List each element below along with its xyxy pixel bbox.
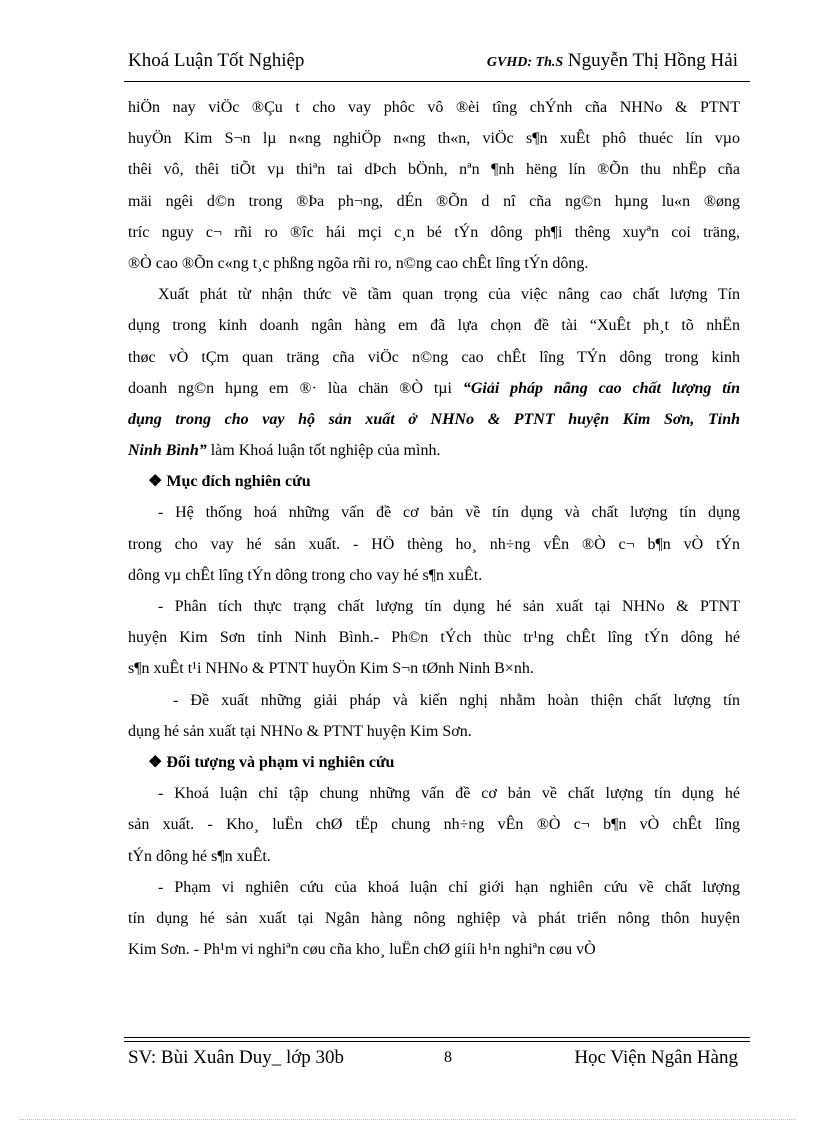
- text-line: ®Ò cao ®Õn c«ng t¸c phßng ngõa rñi ro, n©ng cao chÊt lîng tÝn dông.: [128, 254, 589, 272]
- text-line: - Khoá luận chỉ tập chung những vấn đề cơ bản về chất lượng tín dụng hé: [158, 785, 740, 803]
- text-line: - Phân tích thực trạng chất lượng tín dụng hé sản xuất tại NHNo & PTNT: [158, 598, 740, 615]
- footer-student: SV: Bùi Xuân Duy_ lớp 30b: [128, 1047, 345, 1068]
- text-line: huyện Kim Sơn tỉnh Ninh Bình.- Ph©n tÝch thùc tr¹ng chÊt lîng tÝn dông hé: [128, 629, 740, 647]
- diamond-bullet-icon: ❖: [148, 753, 163, 771]
- thesis-title-part: Ninh Bình”: [128, 442, 207, 460]
- thesis-title-part: dụng trong cho vay hộ sản xuất ở NHNo & PTNT huyện Kim Sơn, Tỉnh: [128, 410, 740, 428]
- text-line: Xuất phát từ nhận thức về tầm quan trọng của việc nâng cao chất lượng Tín: [158, 286, 740, 304]
- section-title: Đối tượng và phạm vi nghiên cứu: [166, 753, 395, 771]
- footer-institution: Học Viện Ngân Hàng: [574, 1047, 738, 1068]
- page-edge-divider: [20, 1119, 796, 1120]
- page-header: [128, 50, 738, 80]
- diamond-bullet-icon: ❖: [148, 473, 163, 491]
- text-line: - Hệ thống hoá những vấn đề cơ bản về tín dụng và chất lượng tín dụng: [158, 504, 740, 522]
- text-line: dụng hé sản xuất tại NHNo & PTNT huyện Kim Sơn.: [128, 722, 472, 740]
- text-line: trong cho vay hé sản xuất. - HÖ thèng ho¸ nh÷ng vÊn ®Ò c¬ b¶n vÒ tÝn: [128, 535, 740, 553]
- text-line: - Đề xuất những giải pháp và kiến nghị nhằm hoàn thiện chất lượng tín: [173, 691, 740, 709]
- text-line: [128, 435, 740, 466]
- text-line: thêi vô, thêi tiÕt vµ thiªn tai dÞch bÖnh, nªn ¶nh hëng lín ®Õn thu nhËp cña: [128, 161, 740, 179]
- text-line: dông vµ chÊt lîng tÝn dông trong cho vay hé s¶n xuÊt.: [128, 566, 483, 584]
- text-run: doanh ng©n hµng em ®· lùa chän ®Ò tµi: [128, 379, 463, 397]
- thesis-title-part: “Giải pháp nâng cao chất lượng tín: [462, 379, 740, 397]
- header-advisor: [487, 50, 738, 72]
- text-line: hiÖn nay viÖc ®Çu t cho vay phôc vô ®èi tîng chÝnh cña NHNo & PTNT: [128, 99, 740, 116]
- text-line: sản xuất. - Kho¸ luËn chØ tËp chung nh÷ng vÊn ®Ò c¬ b¶n vÒ chÊt lîng: [128, 816, 740, 834]
- document-body: [128, 92, 740, 965]
- text-line: dụng trong kinh doanh ngân hàng em đã lựa chọn đề tài “XuÊt ph¸t tõ nhËn: [128, 317, 740, 335]
- section-heading-purpose: [128, 466, 740, 497]
- text-line: Kim Sơn. - Ph¹m vi nghiªn cøu cña kho¸ luËn chØ giíi h¹n nghiªn cøu vÒ: [128, 941, 596, 959]
- text-line: [128, 373, 740, 404]
- text-run: làm Khoá luận tốt nghiệp của mình.: [206, 442, 441, 460]
- header-gvhd-label: GVHD: Th.S: [486, 55, 564, 70]
- header-title: Khoá Luận Tốt Nghiệp: [128, 50, 305, 71]
- page-footer: [128, 1047, 738, 1077]
- header-rule: [124, 81, 750, 82]
- page-number: 8: [444, 1049, 452, 1066]
- text-line: s¶n xuÊt t¹i NHNo & PTNT huyÖn Kim S¬n tØnh Ninh B×nh.: [128, 660, 534, 678]
- text-line: - Phạm vi nghiên cứu của khoá luận chỉ giới hạn nghiên cứu về chất lượng: [158, 878, 740, 896]
- text-line: tín dụng hé sản xuất tại Ngân hàng nông nghiệp và phát triển nông thôn huyện: [128, 909, 740, 927]
- footer-rule-top: [124, 1037, 750, 1038]
- header-advisor-name: Nguyễn Thị Hồng Hải: [563, 50, 738, 71]
- text-line: mäi ngêi d©n trong ®Þa ph¬ng, dÉn ®Õn d nî cña ng©n hµng lu«n ®øng: [128, 192, 740, 210]
- text-line: thøc vÒ tÇm quan träng cña viÖc n©ng cao chÊt lîng TÝn dông trong kinh: [128, 348, 740, 366]
- section-title: Mục đích nghiên cứu: [166, 473, 311, 491]
- text-line: tríc nguy c¬ rñi ro ®îc hái mçi c¸n bé tÝn dông ph¶i thêng xuyªn coi träng,: [128, 223, 740, 241]
- text-line: tÝn dông hé s¶n xuÊt.: [128, 847, 271, 865]
- footer-rule-bottom: [124, 1041, 750, 1042]
- text-line: huyÖn Kim S¬n lµ n«ng nghiÖp n«ng th«n, viÖc s¶n xuÊt phô thuéc lín vµo: [128, 130, 740, 148]
- section-heading-scope: [128, 747, 740, 778]
